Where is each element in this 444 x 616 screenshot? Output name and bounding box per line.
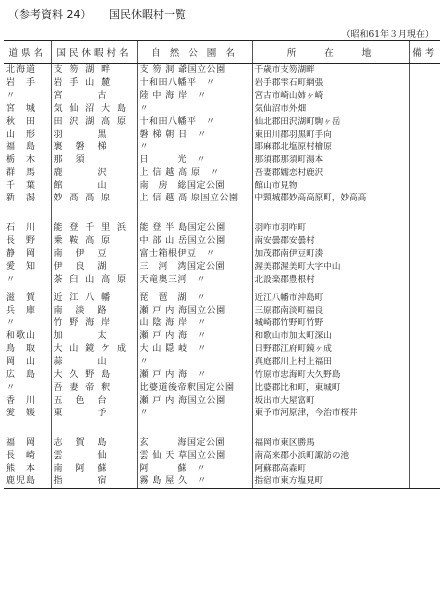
prefecture-cell: 栃 木: [6, 155, 37, 166]
prefecture-cell: 静 岡: [6, 248, 37, 259]
resort-name-cell: 蒜 山: [51, 356, 137, 369]
remarks-cell: [409, 305, 440, 318]
park-name-cell: 琵 琶 湖 〃: [137, 287, 252, 305]
park-name-cell: 霧 島 屋 久 〃: [137, 475, 252, 488]
table-row: [4, 305, 440, 318]
remarks-cell: [409, 463, 440, 476]
resort-name-cell: 宮 古: [51, 90, 137, 103]
prefecture-cell: 北海道: [6, 65, 37, 75]
remarks-cell: [409, 77, 440, 90]
remarks-cell: [409, 248, 440, 261]
location-cell: 三原郡南淡町福良: [252, 305, 409, 318]
remarks-cell: [409, 432, 440, 450]
table-row: [4, 154, 440, 167]
resort-name-cell: 館 山: [51, 180, 137, 193]
remarks-cell: [409, 116, 440, 129]
table-header-row: [4, 41, 440, 64]
resort-name-cell: 伊 良 湖: [51, 261, 137, 274]
location-cell: 気仙沼市外畑: [252, 103, 409, 116]
table-row: [4, 395, 440, 408]
location-cell: 日野郡江府町鏡ヶ成: [252, 343, 409, 356]
prefecture-cell: 長 崎: [6, 450, 37, 461]
location-cell: 真庭郡川上村上福田: [252, 356, 409, 369]
table-row: [4, 463, 440, 476]
table-row: [4, 408, 440, 432]
resort-name-cell: 近 江 八 幡: [51, 287, 137, 305]
prefecture-cell: 〃: [6, 318, 17, 329]
prefecture-cell: 長 野: [6, 235, 37, 246]
resort-name-cell: 竹 野 海 岸: [51, 317, 137, 330]
park-name-cell: 磐 梯 朝 日 〃: [137, 129, 252, 142]
table-row: [4, 141, 440, 154]
park-name-cell: 瀬 戸 内 海国立公園: [137, 305, 252, 318]
park-name-cell: 十和田八幡平 〃: [137, 116, 252, 129]
location-cell: 宮古市崎山姉ヶ崎: [252, 90, 409, 103]
resort-name-cell: 鹿 沢: [51, 167, 137, 180]
remarks-cell: [409, 103, 440, 116]
remarks-cell: [409, 129, 440, 142]
remarks-cell: [409, 369, 440, 382]
park-name-cell: 〃: [137, 103, 252, 116]
prefecture-cell: 岩 手: [6, 77, 37, 88]
as-of-date: （昭和61年３月現在）: [341, 30, 434, 40]
prefecture-cell: 岡 山: [6, 357, 37, 368]
table-row: [4, 116, 440, 129]
location-cell: 比婆郡比和町，東城町: [252, 382, 409, 395]
resort-name-cell: 南 伊 豆: [51, 248, 137, 261]
prefecture-cell: 鳥 取: [6, 344, 37, 355]
resort-table: [4, 40, 440, 489]
park-name-cell: 能 登 半 島国定公園: [137, 217, 252, 235]
location-cell: 福岡市東区勝馬: [252, 432, 409, 450]
resort-name-cell: 加 太: [51, 330, 137, 343]
prefecture-cell: 滋 賀: [6, 292, 37, 303]
location-cell: 坂出市大屋富町: [252, 395, 409, 408]
park-name-cell: 〃: [137, 141, 252, 154]
location-cell: 耶麻郡北塩原村檜原: [252, 141, 409, 154]
table-row: [4, 90, 440, 103]
prefecture-cell: 熊 本: [6, 463, 37, 474]
table-row: [4, 235, 440, 248]
resort-name-cell: 東 予: [51, 408, 137, 432]
park-name-cell: 上 信 越 高 原 〃: [137, 167, 252, 180]
table-row: [4, 343, 440, 356]
remarks-cell: [409, 261, 440, 274]
park-name-cell: 瀬 戸 内 海 〃: [137, 369, 252, 382]
remarks-cell: [409, 408, 440, 432]
remarks-cell: [409, 274, 440, 287]
remarks-cell: [409, 193, 440, 217]
park-name-cell: 比婆道後帝釈国定公園: [137, 382, 252, 395]
remarks-cell: [409, 90, 440, 103]
park-name-cell: 阿 蘇 〃: [137, 463, 252, 476]
location-cell: 中頸城郡妙高高原町，妙高高: [252, 193, 409, 217]
location-cell: 阿蘇郡高森町: [252, 463, 409, 476]
prefecture-cell: 愛 知: [6, 261, 37, 272]
column-header-remarks: 備考: [409, 41, 440, 64]
park-name-cell: 玄 海国定公園: [137, 432, 252, 450]
table-row: [4, 167, 440, 180]
park-name-cell: 雲 仙 天 草国立公園: [137, 450, 252, 463]
resort-name-cell: 志 賀 島: [51, 432, 137, 450]
table-row: [4, 64, 440, 77]
park-name-cell: 日 光 〃: [137, 154, 252, 167]
resort-name-cell: 茶 臼 山 高 原: [51, 274, 137, 287]
table-row: [4, 180, 440, 193]
remarks-cell: [409, 217, 440, 235]
location-cell: 館山市見物: [252, 180, 409, 193]
column-header-resort: 国民休暇村名: [51, 41, 137, 64]
park-name-cell: 〃: [137, 408, 252, 432]
table-row: [4, 103, 440, 116]
resort-name-cell: 雲 仙: [51, 450, 137, 463]
resort-name-cell: 能 登 千 里 浜: [51, 217, 137, 235]
park-name-cell: 富士箱根伊豆 〃: [137, 248, 252, 261]
table-row: [4, 248, 440, 261]
remarks-cell: [409, 235, 440, 248]
location-cell: 那須郡那須町湯本: [252, 154, 409, 167]
table-row: [4, 287, 440, 305]
resort-name-cell: 南 淡 路: [51, 305, 137, 318]
page-title: 国民休暇村一覧: [109, 8, 186, 21]
location-cell: 近江八幡市沖島町: [252, 287, 409, 305]
remarks-cell: [409, 343, 440, 356]
prefecture-cell: 香 川: [6, 395, 37, 406]
resort-name-cell: 羽 黒: [51, 129, 137, 142]
remarks-cell: [409, 475, 440, 488]
table-row: [4, 77, 440, 90]
location-cell: 羽咋市羽咋町: [252, 217, 409, 235]
remarks-cell: [409, 167, 440, 180]
table-row: [4, 330, 440, 343]
location-cell: 加茂郡南伊豆町湊: [252, 248, 409, 261]
location-cell: 東予市河原津，今治市桜井: [252, 408, 409, 432]
table-row: [4, 193, 440, 217]
prefecture-cell: 〃: [6, 90, 17, 101]
location-cell: 和歌山市加太町深山: [252, 330, 409, 343]
prefecture-cell: 愛 媛: [6, 407, 37, 418]
prefecture-cell: 広 島: [6, 370, 37, 381]
park-name-cell: 〃: [137, 356, 252, 369]
resort-name-cell: 裏 磐 梯: [51, 141, 137, 154]
prefecture-cell: 〃: [6, 274, 17, 285]
document-title: [8, 6, 186, 22]
prefecture-cell: 山 形: [6, 129, 37, 140]
table-row: [4, 382, 440, 395]
location-cell: 北設楽郡豊根村: [252, 274, 409, 287]
location-cell: 吾妻郡嬬恋村鹿沢: [252, 167, 409, 180]
remarks-cell: [409, 287, 440, 305]
park-name-cell: 陸 中 海 岸 〃: [137, 90, 252, 103]
park-name-cell: 十和田八幡平 〃: [137, 77, 252, 90]
prefecture-cell: 福 島: [6, 142, 37, 153]
location-cell: 渥美郡渥美町大字中山: [252, 261, 409, 274]
remarks-cell: [409, 64, 440, 77]
reference-label: （参考資料 24）: [8, 8, 92, 21]
location-cell: 竹原市忠海町大久野島: [252, 369, 409, 382]
remarks-cell: [409, 450, 440, 463]
location-cell: 仙北郡田沢湖町駒ヶ岳: [252, 116, 409, 129]
resort-name-cell: 乗 鞍 高 原: [51, 235, 137, 248]
remarks-cell: [409, 356, 440, 369]
prefecture-cell: 千 葉: [6, 181, 37, 192]
park-name-cell: 大 山 隠 岐 〃: [137, 343, 252, 356]
location-cell: 指宿市東方塩見町: [252, 475, 409, 488]
resort-name-cell: 大 山 鏡 ケ 成: [51, 343, 137, 356]
resort-name-cell: 吾 妻 帝 釈: [51, 382, 137, 395]
remarks-cell: [409, 382, 440, 395]
resort-name-cell: 五 色 台: [51, 395, 137, 408]
resort-name-cell: 気 仙 沼 大 島: [51, 103, 137, 116]
remarks-cell: [409, 154, 440, 167]
prefecture-cell: 兵 庫: [6, 305, 37, 316]
prefecture-cell: 和歌山: [6, 331, 37, 342]
prefecture-cell: 新 潟: [6, 193, 37, 204]
resort-name-cell: 妙 高 高 原: [51, 193, 137, 217]
table-row: [4, 274, 440, 287]
table-row: [4, 450, 440, 463]
park-name-cell: 瀬 戸 内 海国立公園: [137, 395, 252, 408]
column-header-prefecture: 道県名: [4, 41, 51, 64]
resort-name-cell: 田 沢 湖 高 原: [51, 116, 137, 129]
prefecture-cell: 群 馬: [6, 168, 37, 179]
table-row: [4, 261, 440, 274]
prefecture-cell: 秋 田: [6, 116, 37, 127]
park-name-cell: 中 部 山 岳国立公園: [137, 235, 252, 248]
table-row: [4, 432, 440, 450]
location-cell: 東田川郡羽黒町手向: [252, 129, 409, 142]
park-name-cell: 三 河 湾国定公園: [137, 261, 252, 274]
resort-name-cell: 岩 手 山 麓: [51, 77, 137, 90]
location-cell: 千歳市支笏湖畔: [252, 64, 409, 77]
table-row: [4, 356, 440, 369]
resort-name-cell: 支 笏 湖 畔: [51, 64, 137, 77]
location-cell: 南安曇郡安曇村: [252, 235, 409, 248]
column-header-park: 自 然 公 園 名: [137, 41, 252, 64]
table-row: [4, 369, 440, 382]
prefecture-cell: 宮 城: [6, 103, 37, 114]
resort-name-cell: 南 阿 蘇: [51, 463, 137, 476]
park-name-cell: 支 笏 洞 爺国立公園: [137, 64, 252, 77]
prefecture-cell: 鹿児島: [4, 475, 51, 488]
park-name-cell: 南 房 総国定公園: [137, 180, 252, 193]
table-row: [4, 217, 440, 235]
resort-name-cell: 那 須: [51, 154, 137, 167]
park-name-cell: 天竜奥三河 〃: [137, 274, 252, 287]
remarks-cell: [409, 317, 440, 330]
prefecture-cell: 〃: [6, 382, 17, 393]
table-row: [4, 129, 440, 142]
remarks-cell: [409, 330, 440, 343]
location-cell: 岩手郡雫石町網張: [252, 77, 409, 90]
park-name-cell: 瀬 戸 内 海 〃: [137, 330, 252, 343]
park-name-cell: 山 陰 海 岸 〃: [137, 317, 252, 330]
location-cell: 城崎郡竹野町竹野: [252, 317, 409, 330]
table-row: [4, 317, 440, 330]
table-row: [4, 475, 440, 488]
column-header-location: 所 在 地: [252, 41, 409, 64]
remarks-cell: [409, 395, 440, 408]
resort-name-cell: 大 久 野 島: [51, 369, 137, 382]
park-name-cell: 上 信 越 高 原国立公園: [137, 193, 252, 217]
remarks-cell: [409, 180, 440, 193]
prefecture-cell: 福 岡: [6, 437, 37, 448]
resort-name-cell: 指 宿: [51, 475, 137, 488]
location-cell: 南高来郡小浜町諏訪の池: [252, 450, 409, 463]
remarks-cell: [409, 141, 440, 154]
prefecture-cell: 石 川: [6, 223, 37, 234]
